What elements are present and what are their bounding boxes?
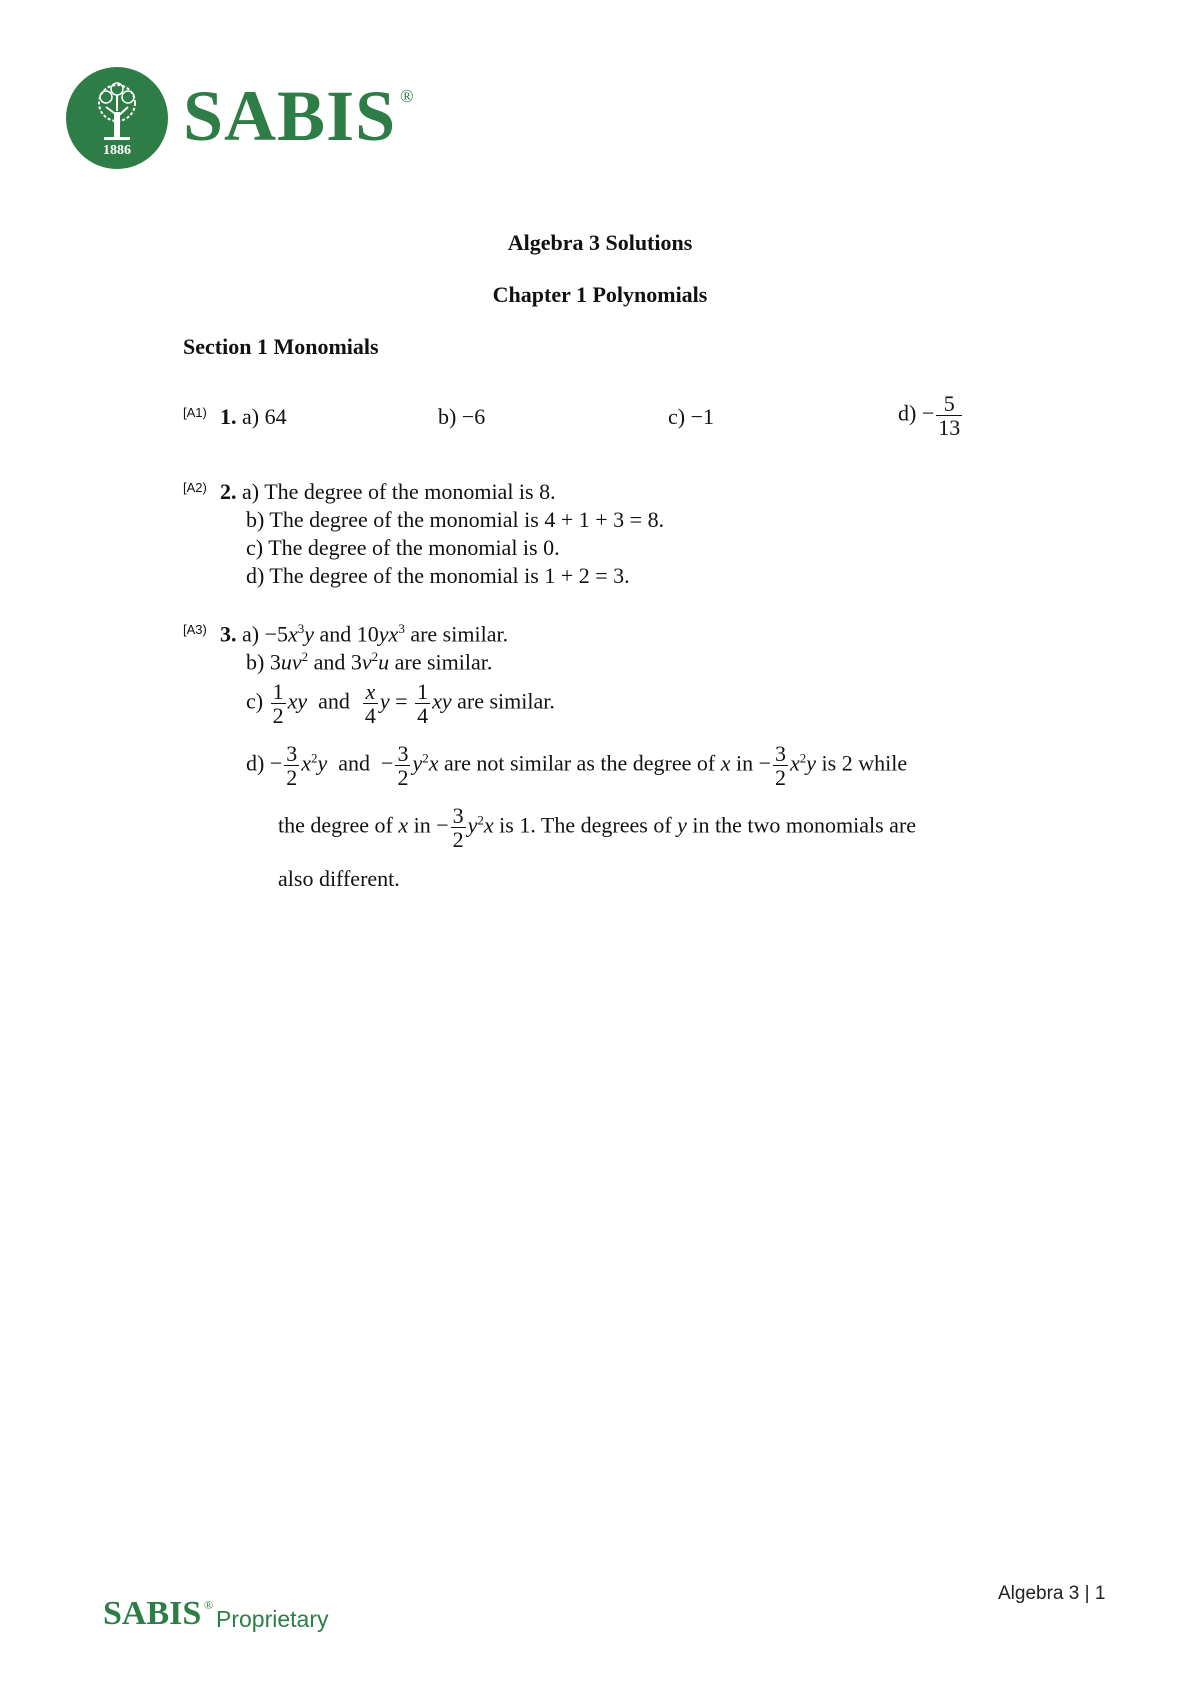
question-tag: [A2) — [183, 480, 207, 495]
answer-3d-line1: d) − $\frac{3}{2}$ $x^2y$ and − $\frac{3}{2}$ $y^2x$ are not similar as the degree of x in − $\frac{3}{2}$ $x^2y$ is 2 while — [246, 741, 908, 791]
answer-2b: b) The degree of the monomial is 4 + 1 + 3 = 8. — [246, 507, 665, 532]
answer-1d — [898, 392, 964, 439]
answer-3c-prefix: c) — [246, 688, 269, 714]
logo-wordmark: SABIS — [183, 76, 397, 156]
answer-2c: c) The degree of the monomial is 0. — [246, 535, 560, 560]
question-2a — [220, 479, 556, 505]
answer-1a: a) 64 — [242, 404, 287, 429]
answer-3b: b) $3uv^2$ and $3v^2u$ are similar. — [246, 649, 493, 675]
question-number: 3. — [220, 621, 237, 647]
answer-2d: d) The degree of the monomial is 1 + 2 = 3. — [246, 563, 630, 588]
fraction: $\frac{5}{13}$ — [938, 391, 961, 441]
answer-3d-text1: are not similar as the degree of — [438, 750, 721, 776]
answer-3a-prefix: a) −5 — [242, 621, 288, 647]
logo-year: 1886 — [103, 143, 131, 158]
answer-3c: c) $\frac{1}{2}$ xy and $\frac{x}{4}$ y = $\frac{1}{4}$ xy are similar. — [246, 679, 555, 729]
answer-3d-line2-b: is 1. The degrees of — [493, 812, 678, 838]
chapter-title: Chapter 1 Polynomials — [492, 282, 708, 307]
section-title: Section 1 Monomials — [183, 334, 379, 359]
logo-registered-mark: ® — [400, 86, 414, 106]
answer-3d-prefix: d) — [246, 750, 270, 776]
footer-registered-mark: ® — [204, 1598, 214, 1612]
answer-3a-suffix: are similar. — [404, 621, 509, 647]
answer-3b-suffix: are similar. — [389, 649, 493, 675]
book-title: Algebra 3 Solutions — [507, 230, 693, 255]
answer-1c: c) −1 — [668, 404, 714, 429]
answer-3d-line3: also different. — [278, 866, 400, 891]
answer-3d-line2: the degree of x in − $\frac{3}{2}$ $y^2x$ is 1. The degrees of y in the two monomials are — [278, 803, 917, 853]
answer-1d-prefix: d) − — [898, 400, 935, 426]
answer-3d-line2-c: in the two monomials are — [686, 812, 917, 838]
answer-3d-line2-a: the degree of — [278, 812, 399, 838]
footer-logo-wordmark: SABIS — [103, 1595, 202, 1632]
question-1 — [220, 404, 287, 430]
question-tag: [A1) — [183, 405, 207, 420]
answer-3a: 3. $a) -5x^3y$ and $10yx^3$ are similar. — [220, 621, 509, 647]
answer-3c-suffix: are similar. — [451, 688, 555, 714]
answer-2a: a) The degree of the monomial is 8. — [242, 479, 556, 504]
answer-1b: b) −6 — [438, 404, 486, 429]
question-number: 1. — [220, 404, 237, 429]
page-number: Algebra 3 | 1 — [998, 1583, 1106, 1604]
question-tag: [A3) — [183, 622, 207, 637]
answer-3d-text2: is 2 while — [816, 750, 908, 776]
footer-proprietary-label: Proprietary — [216, 1606, 329, 1632]
answer-3b-prefix: b) 3 — [246, 649, 281, 675]
question-number: 2. — [220, 479, 237, 504]
